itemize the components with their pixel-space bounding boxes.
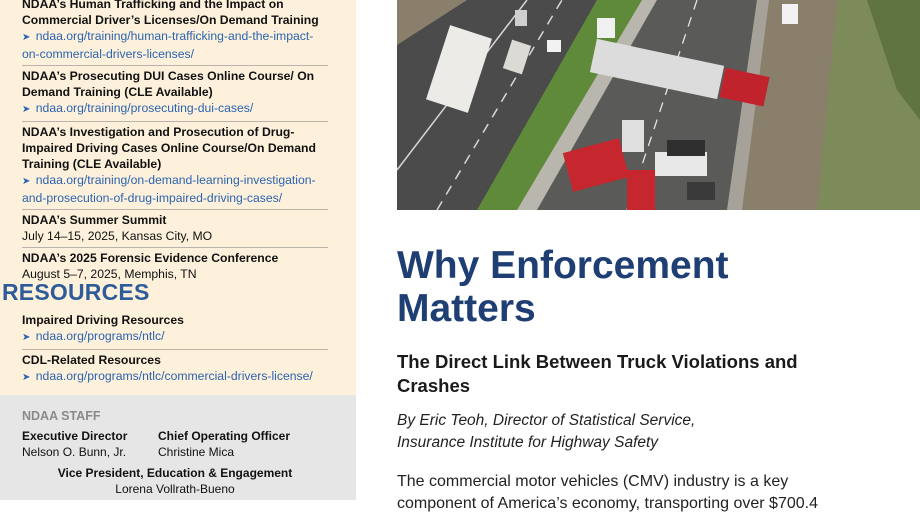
staff-heading: NDAA STAFF	[22, 409, 101, 423]
resources-list	[22, 310, 328, 389]
staff-executive-director	[22, 428, 127, 460]
arrow-right-icon: ➤	[22, 32, 31, 43]
arrow-right-icon: ➤	[22, 104, 31, 115]
arrow-right-icon: ➤	[22, 176, 31, 187]
event-title: NDAA’s Prosecuting DUI Cases Online Course/ On Demand Training (CLE Available)	[22, 69, 315, 99]
list-item	[22, 0, 328, 66]
list-item	[22, 310, 328, 350]
resource-link[interactable]: ➤ ndaa.org/programs/ntlc/commercial-drivers-license/	[22, 369, 313, 383]
article-byline: By Eric Teoh, Director of Statistical Service, Insurance Institute for Highway Safety	[397, 412, 696, 451]
staff-name: Nelson O. Bunn, Jr.	[22, 445, 127, 459]
list-item	[22, 122, 328, 210]
event-detail: August 5–7, 2025, Memphis, TN	[22, 267, 197, 281]
resource-link[interactable]: ➤ ndaa.org/programs/ntlc/	[22, 329, 165, 343]
staff-role: Vice President, Education & Engagement	[57, 466, 293, 480]
resource-title: Impaired Driving Resources	[22, 313, 184, 327]
list-item	[22, 66, 328, 122]
event-title: NDAA’s 2025 Forensic Evidence Conference	[22, 251, 279, 265]
events-list	[22, 0, 328, 285]
resource-title: CDL-Related Resources	[22, 353, 161, 367]
staff-role: Executive Director	[22, 429, 128, 443]
event-link[interactable]: ➤ ndaa.org/training/on-demand-learning-investigation-and-prosecution-of-drug-impaired-driving-cases/	[22, 173, 316, 205]
highway-crash-illustration	[397, 0, 920, 210]
highway-crash-photo	[397, 0, 920, 210]
event-link[interactable]: ➤ ndaa.org/training/human-trafficking-and-the-impact-on-commercial-drivers-licenses/	[22, 29, 314, 61]
events-panel	[0, 0, 356, 395]
event-link[interactable]: ➤ ndaa.org/training/prosecuting-dui-cases/	[22, 101, 254, 115]
staff-role: Chief Operating Officer	[158, 429, 291, 443]
list-item	[22, 210, 328, 248]
staff-name: Christine Mica	[158, 445, 235, 459]
staff-vp	[22, 465, 328, 497]
staff-coo	[158, 428, 290, 460]
event-title: NDAA’s Human Trafficking and the Impact on Commercial Driver’s Licenses/On Demand Training	[22, 0, 319, 27]
sidebar	[0, 0, 356, 500]
event-title: NDAA’s Investigation and Prosecution of Drug-Impaired Driving Cases Online Course/On Demand Training (CLE Available)	[22, 125, 316, 171]
article-title: Why Enforcement Matters	[397, 244, 729, 330]
event-title: NDAA’s Summer Summit	[22, 213, 167, 227]
article-body: The commercial motor vehicles (CMV) industry is a key component of America’s economy, transporting over $700.4	[397, 473, 818, 512]
list-item	[22, 350, 328, 389]
staff-name: Lorena Vollrath-Bueno	[115, 482, 235, 496]
arrow-right-icon: ➤	[22, 372, 31, 383]
resources-heading: RESOURCES	[2, 279, 150, 305]
event-detail: July 14–15, 2025, Kansas City, MO	[22, 229, 213, 243]
article-subtitle: The Direct Link Between Truck Violations and Crashes	[397, 351, 798, 396]
arrow-right-icon: ➤	[22, 332, 31, 343]
